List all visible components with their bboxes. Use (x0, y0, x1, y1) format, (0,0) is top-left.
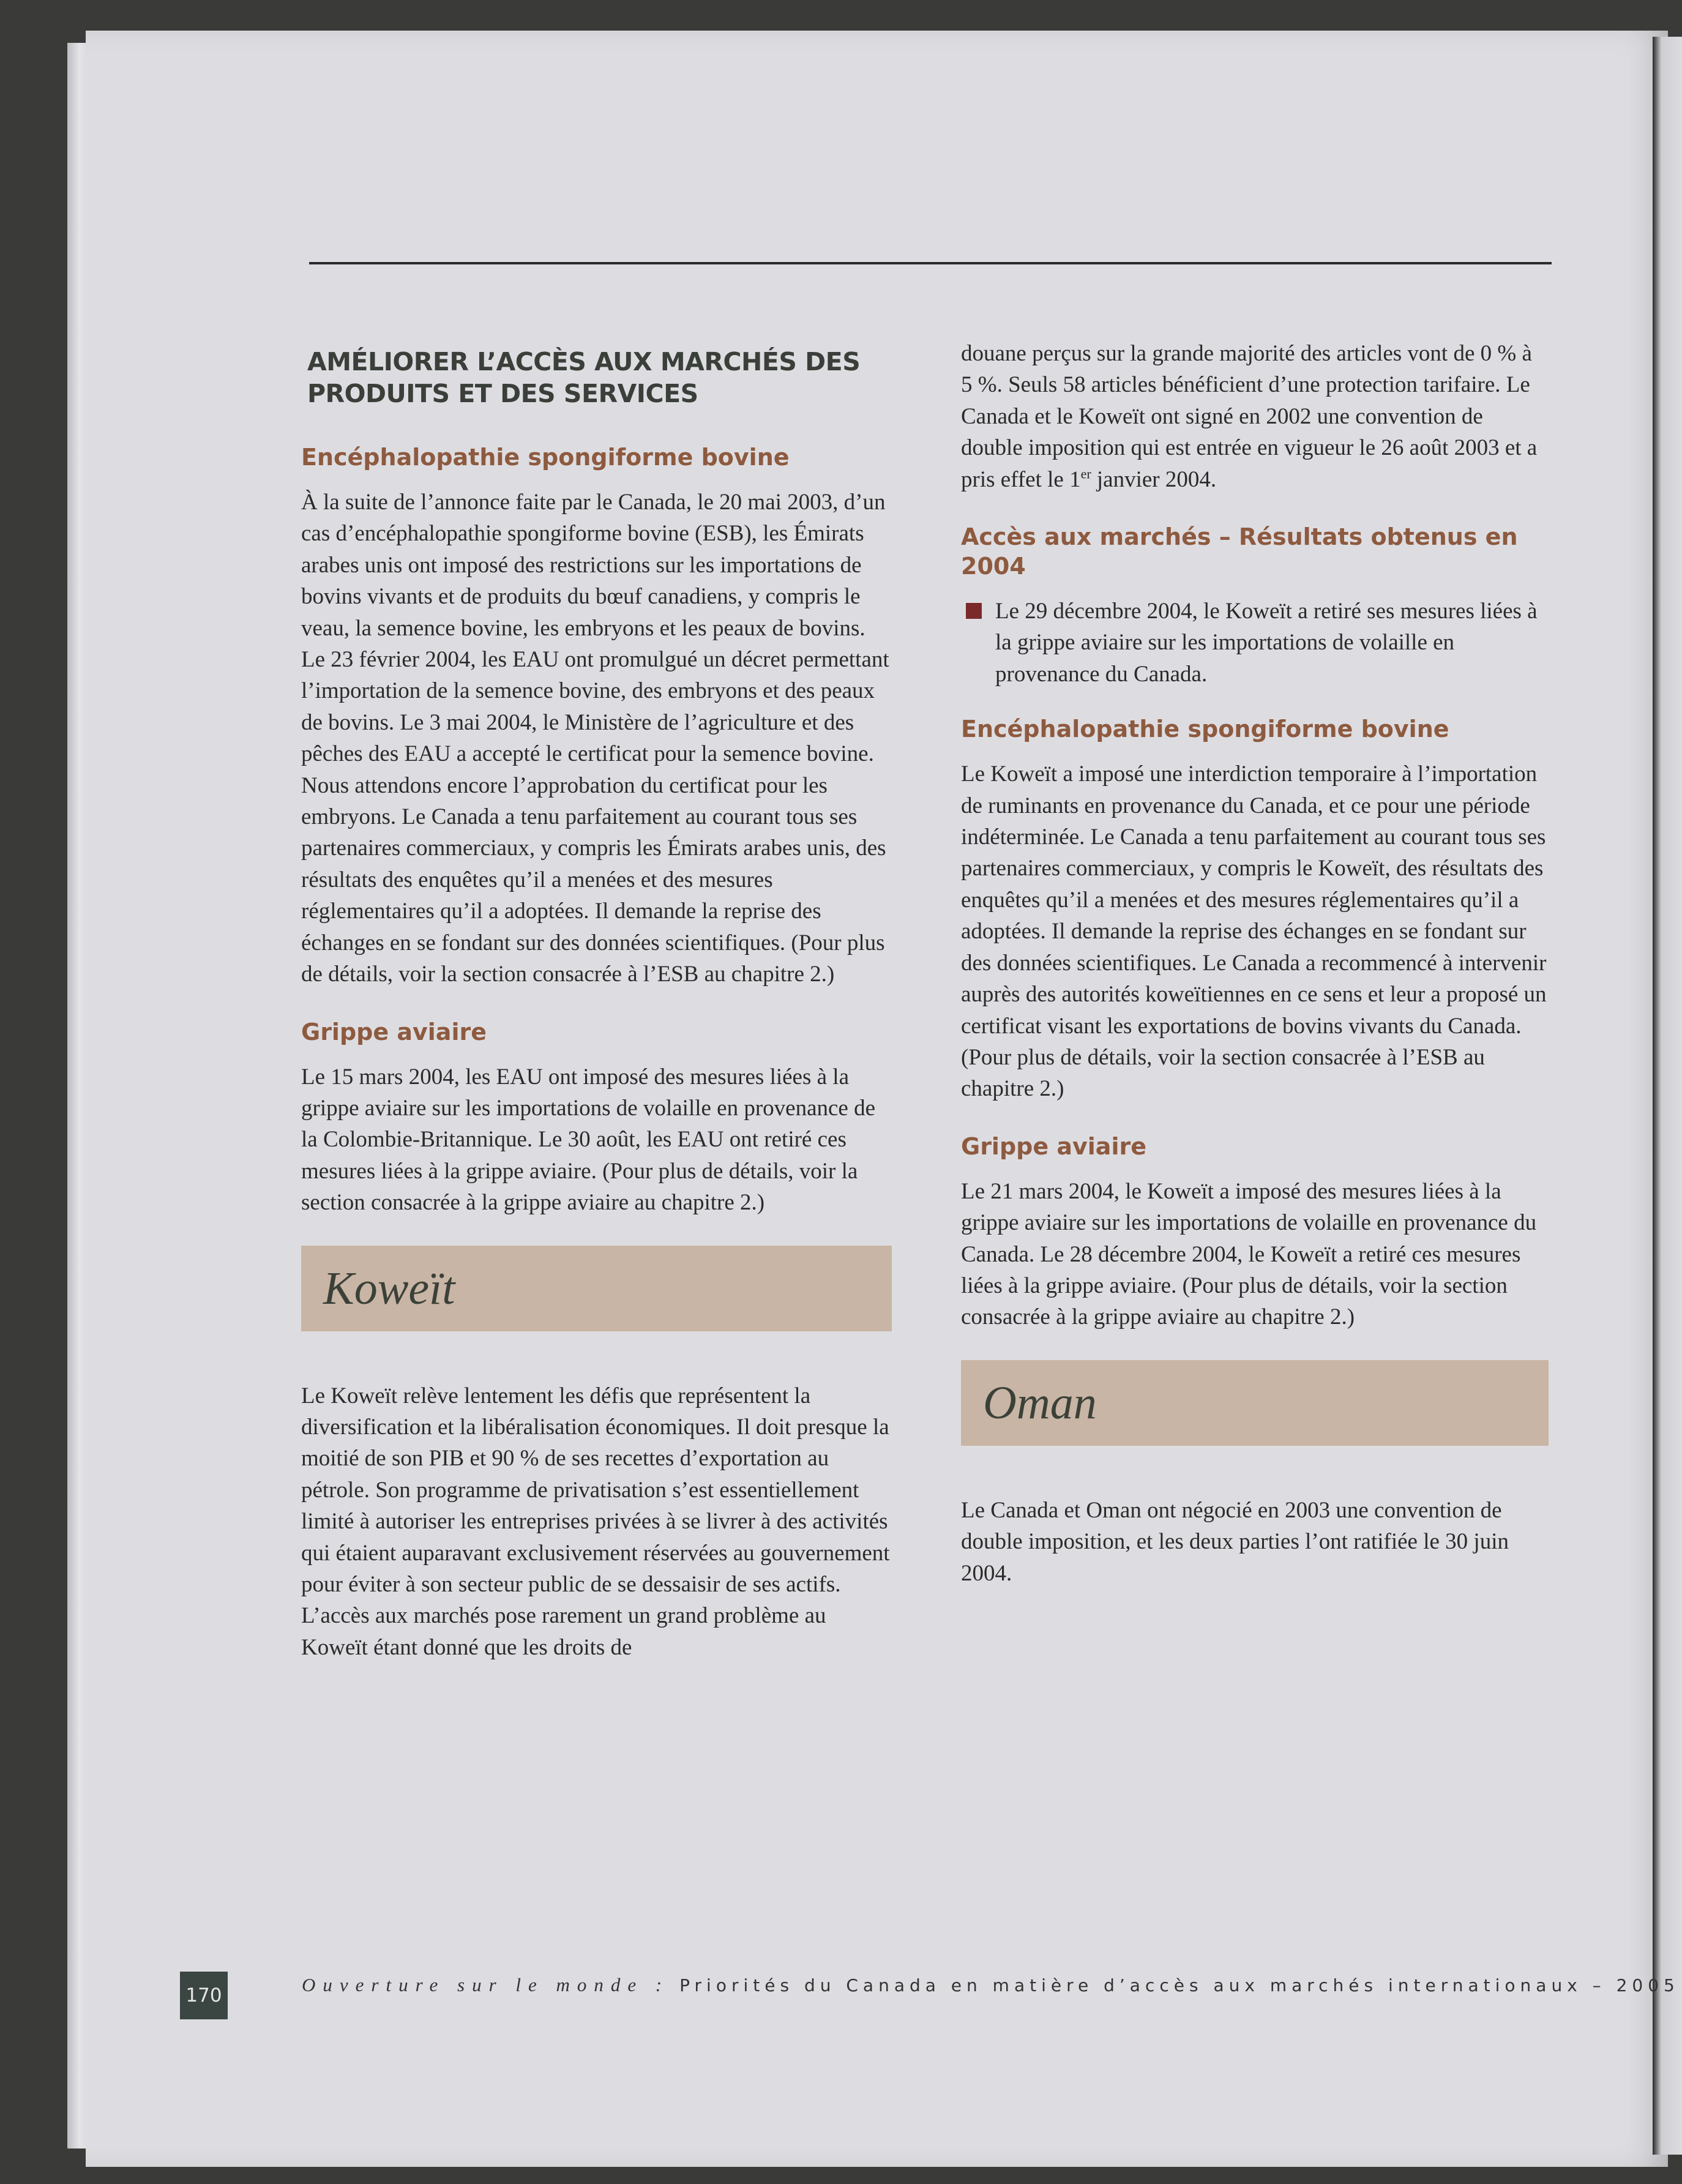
country-banner-koweit: Koweït (301, 1246, 892, 1331)
paragraph-koweit-intro: Le Koweït relève lentement les défis que représentent la diversification et la libéralisation économiques. Il doit presque la moitié de son PIB et 90 % de ses recettes d’exportation au pétrole. Son programme de privatisation s’est essentiellement limité à autoriser les entreprises privées à se livrer à des activités qui étaient auparavant exclusivement réservées au gouvernement pour éviter à son secteur public de se dessaisir de ses actifs. L’accès aux marchés pose rarement un grand problème au Koweït étant donné que les droits de (301, 1383, 890, 1660)
paragraph-esb-uae: À la suite de l’annonce faite par le Canada, le 20 mai 2003, d’un cas d’encéphalopathie spongiforme bovine (ESB), les Émirats arabes unis ont imposé des restrictions sur les importations de bovins vivants et de produits du bœuf canadiens, y compris le veau, la semence bovine, les embryons et les peaux de bovins. Le 23 février 2004, les EAU ont promulgué un décret permettant l’importation de la semence bovine, des embryons et des peaux de bovins. Le 3 mai 2004, le Ministère de l’agriculture et des pêches des EAU a accepté le certificat pour la semence bovine. Nous attendons encore l’approbation du certificat pour les embryons. Le Canada a tenu parfaitement au courant tous ses partenaires commerciaux, y compris les Émirats arabes unis, des résultats des enquêtes qu’il a menées et des mesures réglementaires qu’il a adoptées. Il demande la reprise des échanges en se fondant sur des données scientifiques. (Pour plus de détails, voir la section consacrée à l’ESB au chapitre 2.) (301, 490, 889, 987)
paragraph-grippe-koweit: Le 21 mars 2004, le Koweït a imposé des mesures liées à la grippe aviaire sur les importations de volaille en provenance du Canada. Le 28 décembre 2004, le Koweït a retiré ces mesures liées à la grippe aviaire. (Pour plus de détails, voir la section consacrée à la grippe aviaire au chapitre 2.) (961, 1178, 1537, 1330)
paragraph-esb-koweit: Le Koweït a imposé une interdiction temporaire à l’importation de ruminants en provenance du Canada, et ce pour une période indéterminée. Le Canada a tenu parfaitement au courant tous ses partenaires commerciaux, y compris le Koweït, des résultats des enquêtes qu’il a menées et des mesures réglementaires qu’il a adoptées. Il demande la reprise des échanges en se fondant sur des données scientifiques. Le Canada a recommencé à intervenir auprès des autorités koweïtiennes en ce sens et leur a proposé un certificat visant les exportations de bovins vivants du Canada. (Pour plus de détails, voir la section consacrée à l’ESB au chapitre 2.) (961, 761, 1547, 1102)
heading-grippe-koweit: Grippe aviaire (961, 1132, 1146, 1160)
paragraph-oman: Le Canada et Oman ont négocié en 2003 une convention de double imposition, et les deux parties l’ont ratifiée le 30 juin 2004. (961, 1497, 1509, 1586)
section-title: AMÉLIORER L’ACCÈS AUX MARCHÉS DES PRODUITS ET DES SERVICES (307, 347, 861, 408)
bullet-text: Le 29 décembre 2004, le Koweït a retiré ses mesures liées à la grippe aviaire sur les importations de volaille en provenance du Canada. (995, 599, 1538, 687)
heading-esb-uae: Encéphalopathie spongiforme bovine (301, 444, 790, 471)
page-number: 170 (180, 1972, 228, 2019)
running-footer (302, 1974, 1680, 1996)
next-page-edge (1653, 37, 1682, 2155)
header-rule (309, 262, 1552, 264)
footer-publication-title: Priorités du Canada en matière d’accès aux marchés internationaux – 2005 (679, 1975, 1680, 1995)
heading-grippe-uae: Grippe aviaire (301, 1018, 487, 1045)
heading-esb-koweit: Encéphalopathie spongiforme bovine (961, 716, 1449, 743)
country-banner-oman: Oman (961, 1360, 1549, 1446)
left-column (301, 340, 892, 1690)
paragraph-grippe-uae: Le 15 mars 2004, les EAU ont imposé des mesures liées à la grippe aviaire sur les importations de volaille en provenance de la Colombie-Britannique. Le 30 août, les EAU ont retiré ces mesures liées à la grippe aviaire. (Pour plus de détails, voir la section consacrée à la grippe aviaire au chapitre 2.) (301, 1064, 876, 1216)
paragraph-koweit-continued: douane perçus sur la grande majorité des articles vont de 0 % à 5 %. Seuls 58 articles bénéficient d’une protection tarifaire. Le Canada et le Koweït ont signé en 2002 une convention de double imposition qui est entrée en vigueur le 26 août 2003 et a pris effet le 1er janvier 2004. (961, 341, 1538, 492)
footer-series-title: Ouverture sur le monde : (302, 1974, 670, 1995)
bullet-item (961, 596, 1549, 690)
right-column (961, 340, 1549, 1616)
heading-resultats-2004: Accès aux marchés – Résultats obtenus en 2004 (961, 523, 1518, 580)
square-bullet-icon (966, 603, 982, 619)
